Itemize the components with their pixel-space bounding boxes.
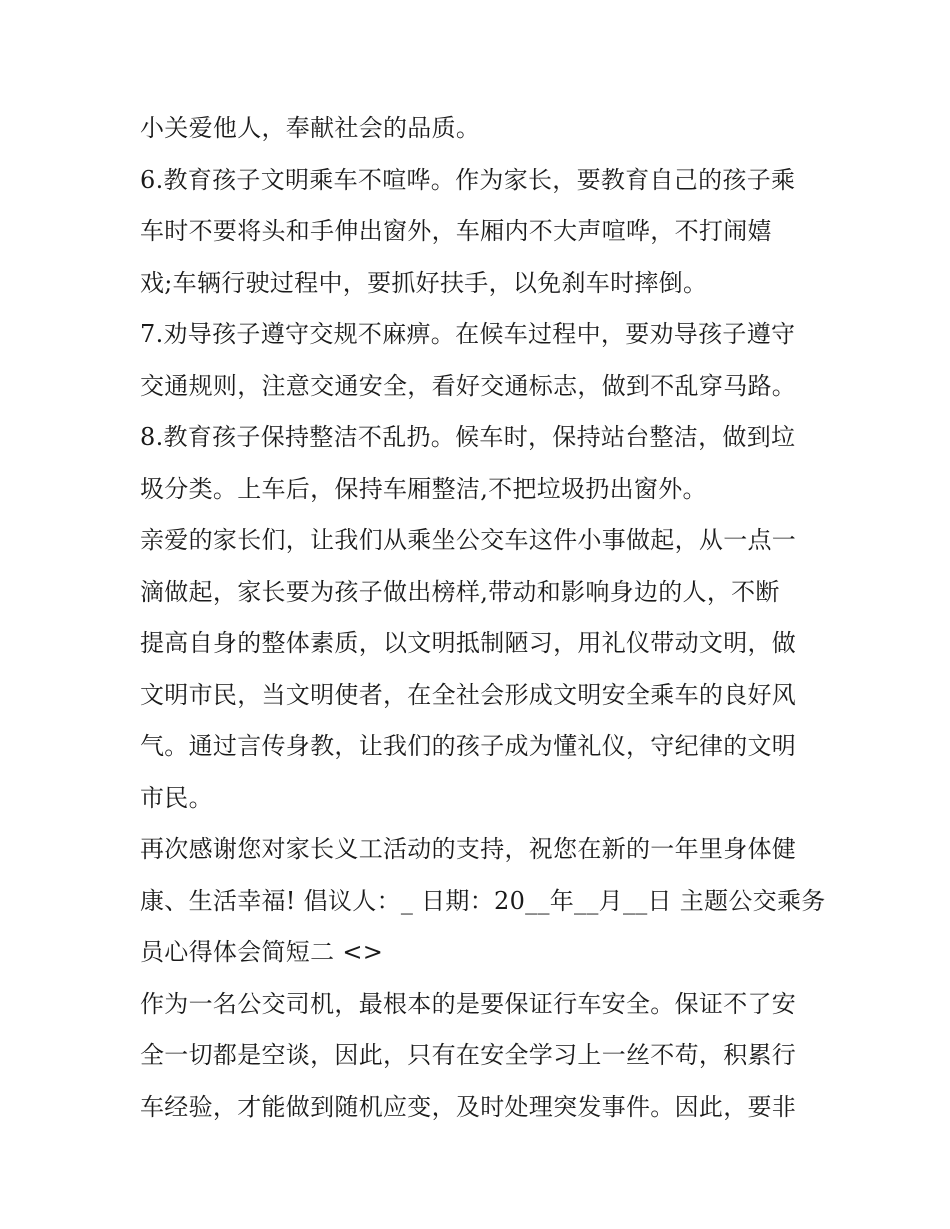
- text-line: 车时不要将头和手伸出窗外，车厢内不大声喧哗，不打闹嬉: [140, 217, 772, 245]
- text-line: 文明市民，当文明使者，在全社会形成文明安全乘车的良好风: [140, 680, 797, 709]
- text-line: 市民。: [140, 783, 213, 812]
- text-line: 再次感谢您对家长义工活动的支持，祝您在新的一年里身体健: [140, 835, 797, 863]
- text-line: 提高自身的整体素质，以文明抵制陋习，用礼仪带动文明，做: [140, 629, 797, 657]
- text-line: 8.教育孩子保持整洁不乱扔。候车时，保持站台整洁，做到垃: [140, 423, 796, 451]
- text-line: 交通规则，注意交通安全，看好交通标志，做到不乱穿马路。: [140, 371, 797, 400]
- text-line: 6.教育孩子文明乘车不喧哗。作为家长，要教育自己的孩子乘: [140, 165, 796, 194]
- text-line: 戏;车辆行驶过程中，要抓好扶手，以免刹车时摔倒。: [140, 268, 708, 297]
- text-line: 作为一名公交司机，最根本的是要保证行车安全。保证不了安: [140, 989, 797, 1018]
- text-line: 圾分类。上车后，保持车厢整洁,不把垃圾扔出窗外。: [140, 474, 707, 503]
- text-line: 康、生活幸福! 倡议人：_ 日期：20__年__月__日 主题公交乘务: [140, 886, 826, 915]
- document-body: [140, 103, 826, 1133]
- text-line: 滴做起，家长要为孩子做出榜样,带动和影响身边的人，不断: [140, 577, 780, 606]
- text-line: 车经验，才能做到随机应变，及时处理突发事件。因此，要非: [140, 1092, 797, 1121]
- text-line: 员心得体会简短二 <>: [140, 938, 384, 966]
- text-line: 7.劝导孩子遵守交规不麻痹。在候车过程中，要劝导孩子遵守: [140, 320, 796, 348]
- text-line: 亲爱的家长们，让我们从乘坐公交车这件小事做起，从一点一: [140, 526, 797, 554]
- text-line: 全一切都是空谈，因此，只有在安全学习上一丝不苟，积累行: [140, 1041, 797, 1069]
- text-line: 气。通过言传身教，让我们的孩子成为懂礼仪，守纪律的文明: [140, 732, 797, 760]
- text-line: 小关爱他人，奉献社会的品质。: [140, 114, 481, 142]
